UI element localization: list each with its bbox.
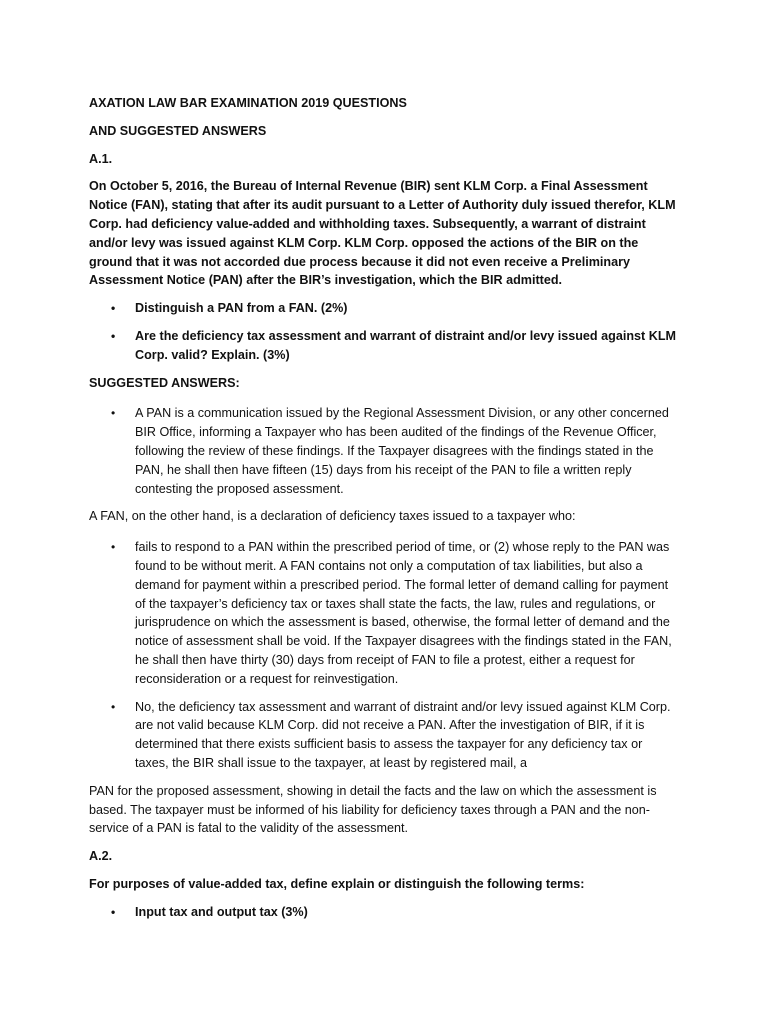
question-1-label: A.1.: [89, 151, 113, 166]
answers-heading: SUGGESTED ANSWERS:: [89, 375, 240, 390]
question-2-list: [89, 903, 679, 922]
fan-detail: [89, 538, 679, 688]
question-1a-text: Distinguish a PAN from a FAN. (2%): [135, 301, 348, 316]
bullet-icon: •: [111, 904, 116, 919]
answer-2-text: No, the deficiency tax assessment and warrant of distraint and/or levy issued against KLM Corp. are not valid because KLM Corp. did not receive a PAN. After the investigation of BIR, if it is determined that there exists sufficient basis to assess the taxpayer for any deficiency tax or taxes, the BIR shall issue to the taxpayer, at least by registered mail, a: [135, 699, 671, 770]
bullet-icon: •: [111, 699, 116, 714]
bullet-icon: •: [111, 406, 116, 421]
question-1b: [89, 327, 679, 365]
title-line-2: AND SUGGESTED ANSWERS: [89, 123, 267, 138]
fan-intro: A FAN, on the other hand, is a declaration of deficiency taxes issued to a taxpayer who:: [89, 509, 576, 524]
question-1-list: [89, 299, 679, 364]
answer-2: [89, 698, 679, 773]
question-2-prompt: For purposes of value-added tax, define explain or distinguish the following terms:: [89, 876, 585, 891]
answer-2-continued: PAN for the proposed assessment, showing in detail the facts and the law on which the assessment is based. The taxpayer must be informed of his liability for deficiency taxes through a PAN and the non-service of a PAN is fatal to the validity of the assessment.: [89, 783, 657, 836]
answer-1-list: [89, 404, 679, 498]
document-page: [89, 94, 679, 921]
question-1-facts: On October 5, 2016, the Bureau of Internal Revenue (BIR) sent KLM Corp. a Final Assessment Notice (FAN), stating that after its audit pursuant to a Letter of Authority duly issued therefor, KLM Corp. had deficiency value-added and withholding taxes. Subsequently, a warrant of distraint and/or levy was issued against KLM Corp. KLM Corp. opposed the actions of the BIR on the ground that it was not accorded due process because it did not even receive a Preliminary Assessment Notice (PAN) after the BIR’s investigation, which the BIR admitted.: [89, 179, 676, 288]
bullet-icon: •: [111, 328, 116, 343]
fan-detail-list: [89, 538, 679, 773]
bullet-icon: •: [111, 540, 116, 555]
question-2a: [89, 903, 679, 922]
bullet-icon: •: [111, 301, 116, 316]
question-1b-text: Are the deficiency tax assessment and warrant of distraint and/or levy issued against KLM Corp. valid? Explain. (3%): [135, 328, 676, 362]
title-line-1: AXATION LAW BAR EXAMINATION 2019 QUESTIONS: [89, 96, 407, 110]
question-2a-text: Input tax and output tax (3%): [135, 904, 308, 919]
question-1a: [89, 299, 679, 318]
answer-1-text: A PAN is a communication issued by the Regional Assessment Division, or any other concerned BIR Office, informing a Taxpayer who has been audited of the findings of the Revenue Officer, following the review of these findings. If the Taxpayer disagrees with the findings stated in the PAN, he shall then have fifteen (15) days from his receipt of the PAN to file a written reply contesting the proposed assessment.: [135, 406, 669, 496]
answer-1: [89, 404, 679, 498]
fan-detail-text: fails to respond to a PAN within the prescribed period of time, or (2) whose reply to the PAN was found to be without merit. A FAN contains not only a computation of tax liabilities, but also a demand for payment within a prescribed period. The formal letter of demand calling for payment of the taxpayer’s deficiency tax or taxes shall state the facts, the law, rules and regulations, or jurisprudence on which the assessment is based, otherwise, the formal letter of demand and the notice of assessment shall be void. If the Taxpayer disagrees with the findings stated in the FAN, he shall then have thirty (30) days from receipt of FAN to file a protest, either a request for reconsideration or a request for reinvestigation.: [135, 540, 672, 686]
question-2-label: A.2.: [89, 849, 113, 864]
